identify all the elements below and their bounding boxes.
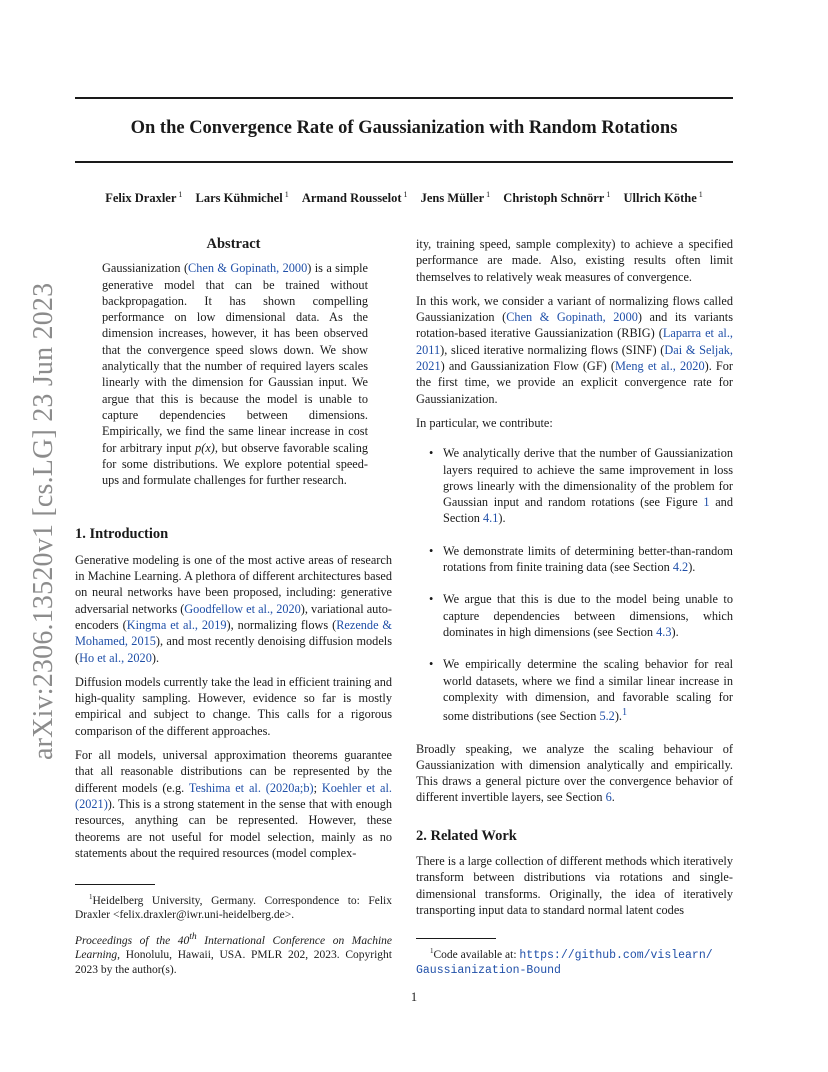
citation-link[interactable]: Goodfellow et al., 2020 <box>184 601 301 616</box>
citation-link[interactable]: Meng et al., 2020 <box>615 359 705 374</box>
footnote-mark: 1 <box>89 893 93 901</box>
author-name: Felix Draxler <box>105 191 177 206</box>
text-span: Code available at: <box>433 948 520 961</box>
citation-link[interactable]: Ho et al., 2020 <box>79 650 152 665</box>
footnote-text <box>416 944 733 979</box>
text-span: For all models, universal approximation theorems guarantee that all reasonable distributions can be represented by the different models (e.g. <box>75 748 392 795</box>
citation-link[interactable]: Laparra et al., 2011 <box>416 326 733 357</box>
author-affiliation-mark: 1 <box>284 190 289 199</box>
author <box>503 191 610 205</box>
text-span: ), and most recently denoising diffusion models ( <box>75 634 392 665</box>
text-span: , but observe favorable scaling for some distributions. We explore potential speed-ups and formulate challenges for further research. <box>102 440 368 488</box>
section-ref-link[interactable]: 4.1 <box>482 511 499 526</box>
footnote-mark: 1 <box>430 947 434 955</box>
author-name: Ullrich Köthe <box>623 191 697 206</box>
ordinal-suffix: th <box>189 931 197 942</box>
arxiv-identifier-stamp <box>22 282 59 760</box>
footnote-rule <box>75 884 155 885</box>
text-span: Proceedings of the <box>75 934 178 947</box>
text-span: We demonstrate limits of determining better-than-random rotations from finite training data (see Section <box>443 543 733 575</box>
author-affiliation-mark: 1 <box>698 190 703 199</box>
text-span: ). This is a strong statement in the sense that with enough resources, anything can be represented. However, these theorems are not useful for model selection, mainly as no statements about the required resources (model complex- <box>75 796 392 860</box>
proceedings-note <box>75 930 392 977</box>
related-work-heading: 2. Related Work <box>416 827 517 844</box>
right-column <box>416 236 733 926</box>
abstract-heading: Abstract <box>206 236 261 252</box>
text-span: International Conference on Machine Learning <box>75 934 392 962</box>
contribution-item <box>416 591 733 640</box>
text-span: ). <box>151 650 160 665</box>
text-span: Generative modeling is one of the most active areas of research in Machine Learning. A plethora of different architectures based on neural networks have been proposed, including: generative adversarial networks ( <box>75 552 392 616</box>
author-name: Lars Kühmichel <box>195 191 283 206</box>
text-span: ) and Gaussianization Flow (GF) ( <box>440 359 615 374</box>
citation-link[interactable]: Kingma et al., 2019 <box>126 617 227 632</box>
author <box>302 191 408 205</box>
text-span: We empirically determine the scaling behavior for real world datasets, where we find a similar linear increase in complexity with dimension, and favorable scaling for some distributions (see Section <box>443 657 733 724</box>
text-span: Heidelberg University, Germany. Correspondence to: Felix Draxler <felix.draxler@iwr.uni-heidelberg.de>. <box>75 894 392 922</box>
author-name: Jens Müller <box>420 191 485 206</box>
intro-paragraph: In particular, we contribute: <box>416 415 553 430</box>
arxiv-identifier-text: arXiv:2306.13520v1 [cs.LG] 23 Jun 2023 <box>28 282 59 760</box>
related-work-paragraph: There is a large collection of different methods which iteratively transform between distributions via rotations and single-dimensional transforms. Originally, the idea of iteratively transporting input data to standard normal latent codes <box>416 854 733 917</box>
text-span: We analytically derive that the number of Gaussianization layers required to achieve the same improvement in loss grows linearly with the dimensionality of the problem for Gaussian input and random rotations (see Figure <box>443 446 733 510</box>
author <box>105 191 182 205</box>
text-span: ), sliced iterative normalizing flows (SINF) ( <box>440 342 665 357</box>
author <box>623 191 702 205</box>
text-span: In this work, we consider a variant of normalizing flows called Gaussianization ( <box>416 293 733 325</box>
author-affiliation-mark: 1 <box>403 190 408 199</box>
text-span: ). <box>671 624 679 639</box>
text-span: We argue that this is due to the model being unable to capture dependencies between dimensions, which dominates in high dimensions (see Section <box>443 592 733 639</box>
intro-paragraph <box>416 741 733 806</box>
author-name: Armand Rousselot <box>301 191 402 206</box>
citation-link[interactable]: Chen & Gopinath, 2000 <box>506 310 638 325</box>
intro-paragraph <box>75 552 392 666</box>
code-footnote <box>416 938 733 979</box>
author <box>421 191 491 205</box>
text-span: ). <box>498 511 506 526</box>
author <box>196 191 289 205</box>
footnote-link[interactable]: 1 <box>621 707 628 719</box>
code-url-link[interactable]: https://github.com/vislearn/ <box>519 948 713 962</box>
title-rule-bottom <box>75 161 733 163</box>
author-affiliation-mark: 1 <box>178 190 183 199</box>
section-ref-link[interactable]: 4.3 <box>656 624 672 639</box>
author-list <box>75 190 733 206</box>
text-span: ). For the first time, we provide an explicit convergence rate for Gaussianization. <box>416 359 734 406</box>
text-span: ). <box>688 560 696 575</box>
text-span: ) is a simple generative model that can be trained without backpropagation. It has shown compelling performance on low dimensional data. As the dimension increases, however, it has been observed that the convergence speed slows down. We show analytically that the number of required layers scales linearly with the dimension for Gaussian input. We argue that this is because the model is unable to capture dependencies between dimensions. Empirically, we find the same linear increase in cost for arbitrary input <box>102 261 368 455</box>
code-url-link[interactable]: Gaussianization-Bound <box>416 964 561 978</box>
text-span: . <box>611 790 615 805</box>
author-affiliation-mark: 1 <box>606 190 611 199</box>
text-span: ), normalizing flows ( <box>226 617 337 632</box>
text-span: ). <box>614 709 622 724</box>
section-ref-link[interactable]: 6 <box>605 790 612 805</box>
text-span: and Section <box>443 495 733 526</box>
intro-paragraph: Diffusion models currently take the lead in efficient training and high-quality sampling. However, evidence so far is mostly empirical and subject to change. This calls for a rigorous comparison of the different approaches. <box>75 674 392 738</box>
text-span: ), variational auto-encoders ( <box>75 601 392 632</box>
proceedings-number: 40 <box>177 934 190 947</box>
text-span: ) and its variants rotation-based iterative Gaussianization (RBIG) ( <box>416 310 733 341</box>
citation-link[interactable]: Rezende & Mohamed, 2015 <box>75 617 392 649</box>
text-span: Gaussianization ( <box>102 261 189 276</box>
text-span: Broadly speaking, we analyze the scaling behaviour of Gaussianization with dimension analytically and empirically. This draws a general picture over the convergence behavior of different invertible layers, see Section <box>416 741 733 805</box>
footnote-text <box>75 890 392 923</box>
math-expression: p(x) <box>195 440 215 455</box>
left-column <box>75 236 392 869</box>
citation-link[interactable]: Chen & Gopinath, 2000 <box>188 261 308 276</box>
abstract-text <box>102 260 368 488</box>
contribution-list <box>416 445 733 724</box>
intro-paragraph: ity, training speed, sample complexity) to achieve a specified performance are made. Also, existing results often limit themselves to relatively weak measures of convergence. <box>416 237 733 284</box>
author-name: Christoph Schnörr <box>503 191 605 206</box>
citation-link[interactable]: Dai & Seljak, 2021 <box>416 342 733 374</box>
introduction-heading: 1. Introduction <box>75 526 169 543</box>
section-ref-link[interactable]: 5.2 <box>599 709 615 724</box>
page-number: 1 <box>410 990 418 1004</box>
contribution-item <box>416 656 733 724</box>
intro-paragraph <box>416 293 733 407</box>
citation-link[interactable]: Teshima et al. (2020a;b) <box>188 780 314 795</box>
text-span: , Honolulu, Hawaii, USA. PMLR 202, 2023. Copyright 2023 by the author(s). <box>75 949 392 976</box>
section-ref-link[interactable]: 4.2 <box>672 560 689 575</box>
figure-ref-link[interactable]: 1 <box>703 495 710 510</box>
affiliation-footnote <box>75 884 392 923</box>
title-rule-top <box>75 97 733 99</box>
contribution-item <box>416 445 733 526</box>
paper-title: On the Convergence Rate of Gaussianization with Random Rotations <box>130 118 678 138</box>
author-affiliation-mark: 1 <box>486 190 491 199</box>
contribution-item <box>416 543 733 576</box>
footnote-rule <box>416 938 496 939</box>
text-span: ; <box>313 780 322 795</box>
intro-paragraph <box>75 747 392 861</box>
citation-link[interactable]: Koehler et al. (2021) <box>75 780 392 811</box>
